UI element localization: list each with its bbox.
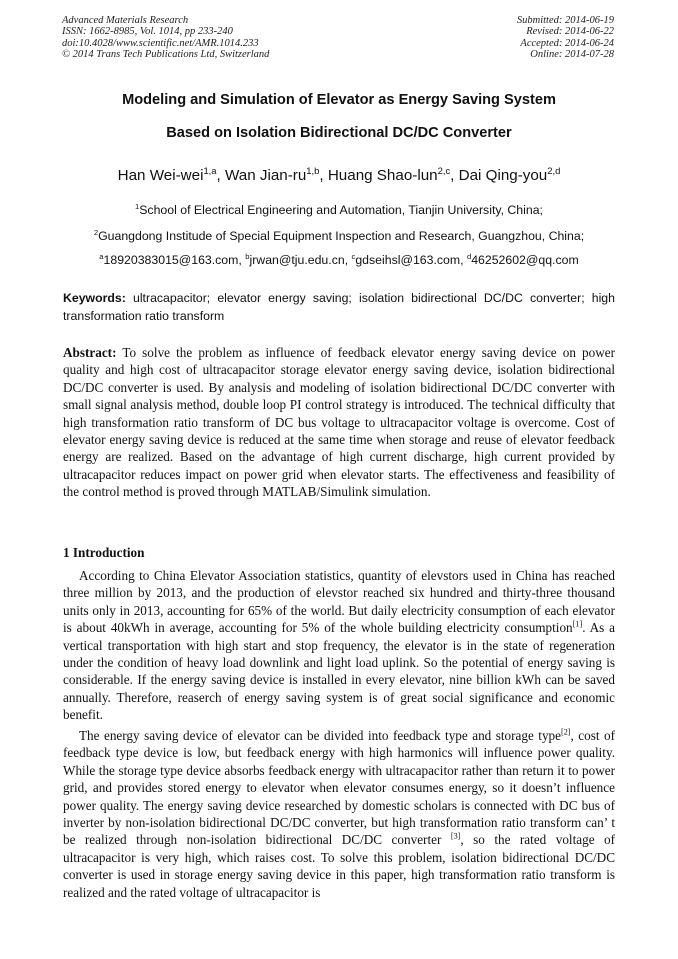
paragraph-text: , cost of feedback type device is low, but feedback energy with high harmonics will influence power quality. While the storage type device absorbs feedback energy with ultracapacitor rather than return it to power grid, and provides stored energy to elevator when elevator consumes energy, so it doesn’t influence power quality. The energy saving device researched by domestic scholars is connected with DC bus of inverter by non-isolation bidirectional DC/DC converter, but high transformation ratio transform can’ t be realized through non-isolation bidirectional DC/DC converter: [63, 728, 616, 848]
email-sup: b: [245, 251, 250, 261]
email-sup: d: [466, 251, 472, 261]
email: 18920383015@163.com: [103, 253, 239, 267]
author-separator: ,: [216, 167, 225, 184]
online-date: Online: 2014-07-28: [530, 49, 614, 61]
paper-title-line-2: Based on Isolation Bidirectional DC/DC Converter: [166, 125, 512, 141]
doi-line: doi:10.4028/www.scientific.net/AMR.1014.233: [62, 37, 259, 49]
paragraph-text: , so the rated voltage of ultracapacitor is very high, which raises cost. To solve this problem, isolation bidirectional DC/DC converter is used in storage energy saving device in this paper, high transformation ratio transform is realized and the rated voltage of ultracapacitor is: [63, 832, 616, 900]
affiliation-1: [0, 203, 678, 217]
email: 46252602@qq.com: [471, 253, 579, 267]
affiliation-text: Guangdong Institude of Special Equipment Inspection and Research, Guangzhou, China;: [98, 229, 585, 243]
abstract-text: To solve the problem as influence of feedback elevator energy saving device on power quality and high cost of ultracapacitor storage elevator energy saving device, isolation bidirectional DC/DC converter is used. By analysis and modeling of isolation bidirectional DC/DC converter with small signal analysis method, double loop PI control strategy is introduced. The technical difficulty that high transformation ratio transform of DC bus voltage to ultracapacitor voltage is overcome. Cost of elevator energy saving device is reduced at the same time when storage and reuse of elevator feedback energy are realized. Based on the advantage of high current discharge, high current provided by ultracapacitor reduces impact on power grid when elevator starts. The effectiveness and feasibility of the control method is proved through MATLAB/Simulink simulation.: [63, 345, 615, 500]
citation-ref: [2]: [561, 727, 571, 737]
journal-name: Advanced Materials Research: [62, 15, 189, 26]
email-separator: ,: [460, 253, 467, 267]
author-sup: 1,a: [203, 164, 217, 176]
paragraph-2: [63, 727, 615, 901]
citation-ref: [1]: [572, 619, 583, 629]
keywords-label: Keywords:: [63, 291, 126, 305]
submission-dates: [517, 15, 614, 61]
affiliation-2: [0, 229, 678, 243]
keywords-text: ultracapacitor; elevator energy saving; isolation bidirectional DC/DC converter; high transformation ratio transform: [63, 291, 615, 323]
abstract-label: Abstract:: [63, 345, 117, 360]
abstract: [63, 344, 615, 501]
email-list: [0, 253, 678, 267]
author-name: Huang Shao-lun: [327, 167, 438, 184]
keywords: [63, 290, 615, 326]
citation-ref: [3]: [450, 832, 461, 842]
author-sup: 2,c: [437, 164, 451, 176]
submitted-date: Submitted: 2014-06-19: [516, 15, 614, 26]
email-sup: c: [351, 251, 356, 261]
email: gdseihsl@163.com: [355, 253, 461, 267]
section-heading: 1 Introduction: [63, 545, 145, 560]
author-sup: 2,d: [547, 164, 561, 176]
author-sup: 1,b: [306, 164, 320, 176]
affiliation-sup: 1: [135, 201, 140, 211]
paragraph-text: . As a vertical transportation with high start and stop frequency, the elevator is in the state of regeneration under the condition of heavy load downlink and light load uplink. So the potential of energy saving is considerable. If the energy saving device is installed in every elevator, nine billion kWh can be saved annually. Therefore, reaserch of energy saving system is of great social significance and economic benefit.: [63, 620, 615, 723]
issn-line: ISSN: 1662-8985, Vol. 1014, pp 233-240: [62, 26, 233, 38]
author-name: Dai Qing-you: [458, 167, 548, 184]
journal-info: [62, 15, 269, 61]
paragraph-text: According to China Elevator Association statistics, quantity of elevstors used in China has reached three million by 2013, and the production of elevstor reached six hundred and thirty-three thousand units only in 2013, accounting for 65% of the world. But daily electricity consumption of each elevator is about 40kWh in average, accounting for 5% of the whole building electricity consumption: [63, 568, 615, 636]
paper-title-line-1: Modeling and Simulation of Elevator as Energy Saving System: [122, 92, 556, 108]
email-separator: ,: [238, 253, 246, 267]
revised-date: Revised: 2014-06-22: [526, 26, 614, 38]
accepted-date: Accepted: 2014-06-24: [520, 37, 614, 49]
author-separator: ,: [450, 167, 459, 184]
email: jrwan@tju.edu.cn: [249, 253, 345, 267]
email-sup: a: [99, 251, 104, 261]
paragraph-1: [63, 567, 615, 724]
author-separator: ,: [319, 167, 328, 184]
affiliation-text: School of Electrical Engineering and Automation, Tianjin University, China;: [139, 203, 543, 217]
copyright-line: © 2014 Trans Tech Publications Ltd, Switzerland: [62, 49, 270, 61]
affiliation-sup: 2: [93, 227, 99, 237]
author-list: [0, 164, 678, 184]
paragraph-text: The energy saving device of elevator can be divided into feedback type and storage type: [79, 728, 561, 743]
author-name: Wan Jian-ru: [224, 167, 307, 184]
author-name: Han Wei-wei: [117, 167, 204, 184]
email-separator: ,: [344, 253, 352, 267]
